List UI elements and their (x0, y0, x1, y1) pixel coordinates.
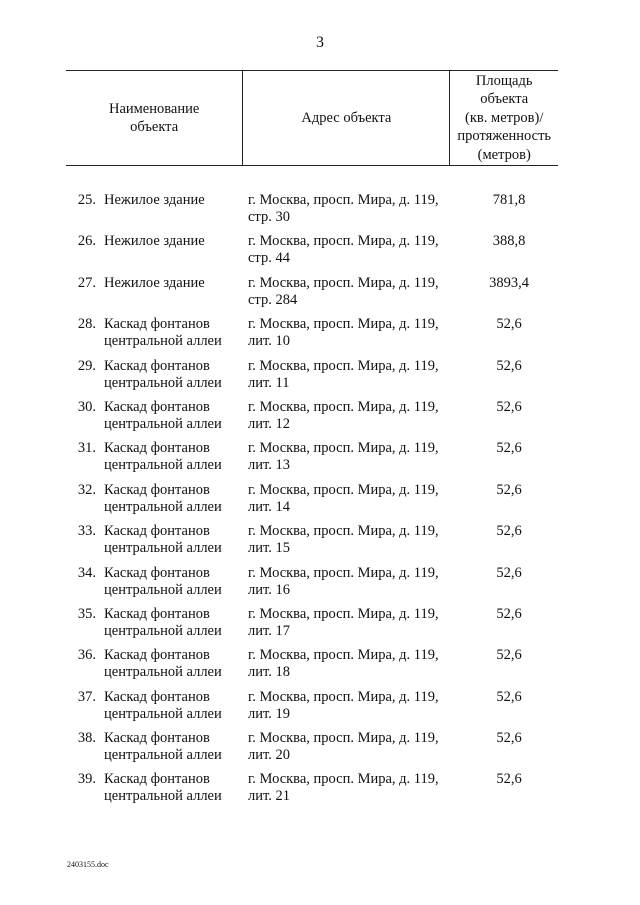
row-name: Нежилое здание (104, 233, 205, 250)
row-number: 26. (77, 233, 96, 250)
row-number: 32. (77, 481, 96, 498)
row-number: 36. (77, 647, 96, 664)
row-number: 31. (77, 440, 96, 457)
row-name: Каскад фонтанов центральной аллеи (104, 398, 222, 432)
row-name: Нежилое здание (104, 274, 205, 291)
row-address: г. Москва, просп. Мира, д. 119, лит. 13 (248, 440, 439, 474)
row-area: 52,6 (496, 398, 522, 415)
header-name-label: Наименование объекта (108, 100, 200, 135)
row-address: г. Москва, просп. Мира, д. 119, стр. 30 (248, 192, 439, 225)
row-area: 52,6 (496, 564, 522, 581)
table-row (66, 358, 558, 399)
row-number: 28. (77, 316, 96, 333)
row-name: Каскад фонтанов центральной аллеи (104, 564, 222, 598)
table-row (66, 316, 558, 357)
row-area: 52,6 (496, 647, 522, 664)
table-row (66, 233, 558, 274)
file-name-footer: 2403155.doc (67, 860, 109, 869)
row-area: 52,6 (496, 771, 522, 788)
row-area: 52,6 (496, 605, 522, 622)
row-name: Каскад фонтанов центральной аллеи (104, 481, 222, 515)
row-area: 52,6 (496, 688, 522, 705)
row-address: г. Москва, просп. Мира, д. 119, лит. 21 (248, 771, 439, 805)
table-row (66, 771, 558, 812)
row-name: Каскад фонтанов центральной аллеи (104, 647, 222, 681)
row-address: г. Москва, просп. Мира, д. 119, стр. 284 (248, 274, 439, 308)
row-name: Каскад фонтанов центральной аллеи (104, 605, 222, 639)
row-address: г. Москва, просп. Мира, д. 119, лит. 19 (248, 688, 439, 722)
row-address: г. Москва, просп. Мира, д. 119, лит. 10 (248, 316, 439, 350)
row-area: 52,6 (496, 523, 522, 540)
row-area: 52,6 (496, 440, 522, 457)
row-number: 30. (77, 398, 96, 415)
row-number: 38. (77, 730, 96, 747)
row-name: Нежилое здание (104, 192, 205, 208)
row-address: г. Москва, просп. Мира, д. 119, лит. 15 (248, 523, 439, 557)
row-address: г. Москва, просп. Мира, д. 119, лит. 12 (248, 398, 439, 432)
header-area-label: Площадь объекта (кв. метров)/ протяженность (метров) (457, 72, 552, 163)
row-number: 25. (77, 192, 96, 208)
row-address: г. Москва, просп. Мира, д. 119, лит. 11 (248, 357, 439, 391)
table-row (66, 482, 558, 523)
row-name: Каскад фонтанов центральной аллеи (104, 440, 222, 474)
row-area: 781,8 (492, 192, 526, 208)
row-area: 388,8 (492, 233, 526, 250)
table-row (66, 399, 558, 440)
table-row (66, 689, 558, 730)
row-number: 34. (77, 564, 96, 581)
row-address: г. Москва, просп. Мира, д. 119, лит. 16 (248, 564, 439, 598)
table-row (66, 565, 558, 606)
table-row (66, 647, 558, 688)
row-address: г. Москва, просп. Мира, д. 119, лит. 18 (248, 647, 439, 681)
row-area: 52,6 (496, 481, 522, 498)
property-table (66, 70, 558, 813)
row-area: 52,6 (496, 730, 522, 747)
table-body (66, 192, 558, 813)
row-name: Каскад фонтанов центральной аллеи (104, 523, 222, 557)
table-row (66, 440, 558, 481)
header-address (243, 71, 450, 165)
table-row (66, 275, 558, 316)
row-address: г. Москва, просп. Мира, д. 119, стр. 44 (248, 233, 439, 267)
row-number: 35. (77, 605, 96, 622)
row-number: 37. (77, 688, 96, 705)
row-name: Каскад фонтанов центральной аллеи (104, 357, 222, 391)
table-header (66, 70, 558, 166)
header-address-label: Адрес объекта (301, 109, 392, 126)
table-row (66, 606, 558, 647)
row-number: 27. (77, 274, 96, 291)
header-name (66, 71, 243, 165)
header-area (450, 71, 558, 165)
row-area: 52,6 (496, 357, 522, 374)
row-address: г. Москва, просп. Мира, д. 119, лит. 17 (248, 605, 439, 639)
row-name: Каскад фонтанов центральной аллеи (104, 730, 222, 764)
row-number: 29. (77, 357, 96, 374)
table-row (66, 192, 558, 233)
row-address: г. Москва, просп. Мира, д. 119, лит. 14 (248, 481, 439, 515)
row-area: 52,6 (496, 316, 522, 333)
row-name: Каскад фонтанов центральной аллеи (104, 316, 222, 350)
row-name: Каскад фонтанов центральной аллеи (104, 771, 222, 805)
table-row (66, 523, 558, 564)
page-number: 3 (316, 34, 324, 51)
row-address: г. Москва, просп. Мира, д. 119, лит. 20 (248, 730, 439, 764)
table-row (66, 730, 558, 771)
row-number: 39. (77, 771, 96, 788)
row-number: 33. (77, 523, 96, 540)
row-area: 3893,4 (489, 274, 529, 291)
row-name: Каскад фонтанов центральной аллеи (104, 688, 222, 722)
